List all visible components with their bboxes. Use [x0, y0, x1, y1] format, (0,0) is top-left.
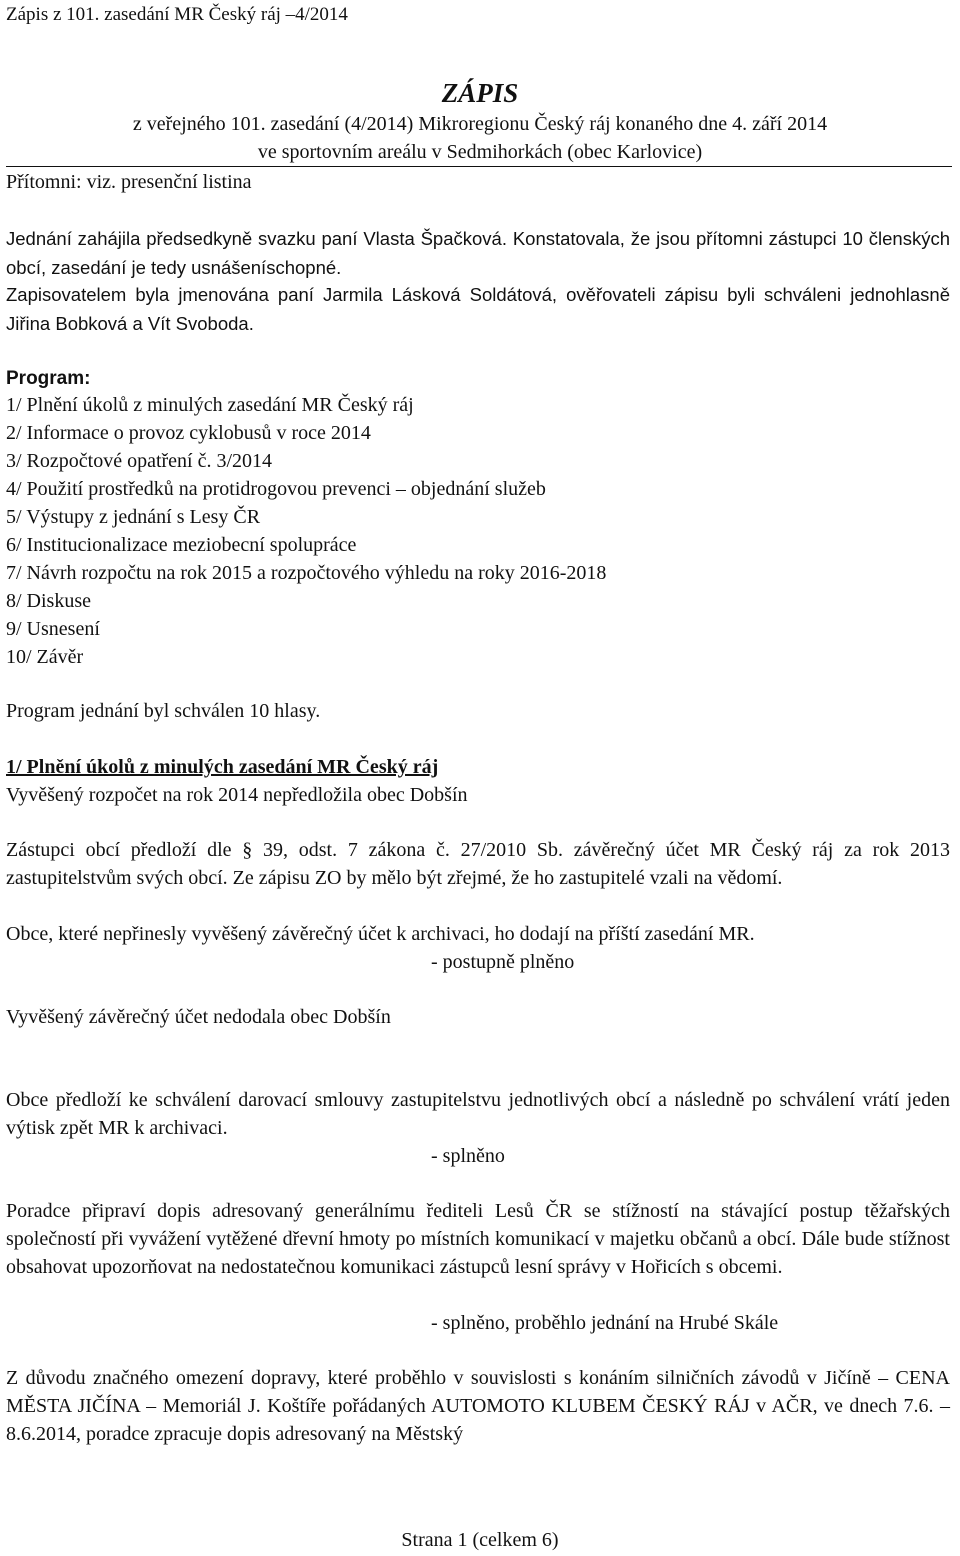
section-1-paragraph-2: Zástupci obcí předloží dle § 39, odst. 7 zákona č. 27/2010 Sb. závěrečný účet MR Český ráj za rok 2013 zastupitelstvům svých obcí. Ze zápisu ZO by mělo být zřejmé, že ho zastupitelé vzali na vědomí.: [6, 839, 950, 889]
title-divider: [6, 166, 952, 167]
program-approval: Program jednání byl schválen 10 hlasy.: [6, 700, 321, 722]
section-1-heading: 1/ Plnění úkolů z minulých zasedání MR Český ráj: [6, 756, 439, 778]
document-title: ZÁPIS: [441, 78, 519, 108]
program-list: [6, 391, 950, 671]
running-header: Zápis z 101. zasedání MR Český ráj –4/2014: [6, 4, 348, 25]
page-footer: Strana 1 (celkem 6): [401, 1529, 559, 1551]
section-1-paragraph-6: Poradce připraví dopis adresovaný generálnímu řediteli Lesů ČR se stížností na stávající postup těžařských společností při vyvážení vytěžené dřevní hmoty po místních komunikací v majetku občanů a obcí. Dále bude stížnost obsahovat upozorňovat na nedostatečnou komunikaci zástupců lesní správy v Hořicích s obcemi.: [6, 1200, 950, 1278]
program-item: 9/ Usnesení: [6, 618, 100, 640]
section-1-paragraph-5: Obce předloží ke schválení darovací smlouvy zastupitelstvu jednotlivých obcí a následně po schválení vrátí jeden výtisk zpět MR k archivaci.: [6, 1089, 950, 1139]
section-1-paragraph-1: Vyvěšený rozpočet na rok 2014 nepředložila obec Dobšín: [6, 784, 468, 806]
program-item: 6/ Institucionalizace meziobecní spolupráce: [6, 534, 357, 556]
attendance-line: Přítomni: viz. presenční listina: [6, 171, 252, 193]
program-heading: Program:: [6, 368, 91, 389]
document-subtitle-line2: ve sportovním areálu v Sedmihorkách (obec Karlovice): [257, 141, 703, 163]
program-item: 5/ Výstupy z jednání s Lesy ČR: [6, 506, 261, 528]
program-item: 3/ Rozpočtové opatření č. 3/2014: [6, 450, 273, 472]
intro-paragraph-1: Jednání zahájila předsedkyně svazku paní Vlasta Špačková. Konstatovala, že jsou přítomni zástupci 10 členských obcí, zasedání je tedy usnášeníschopné.: [6, 228, 950, 278]
intro-paragraph-2: Zapisovatelem byla jmenována paní Jarmila Lásková Soldátová, ověřovateli zápisu byli schváleni jednohlasně Jiřina Bobková a Vít Svoboda.: [6, 284, 950, 334]
program-item: 2/ Informace o provoz cyklobusů v roce 2014: [6, 422, 371, 444]
section-1-paragraph-7: Z důvodu značného omezení dopravy, které proběhlo v souvislosti s konáním silničních závodů v Jičíně – CENA MĚSTA JIČÍNA – Memoriál J. Koštíře pořádaných AUTOMOTO KLUBEM ČESKÝ RÁJ v AČR, ve dnech 7.6. – 8.6.2014, poradce zpracuje dopis adresovaný na Městský: [6, 1367, 950, 1445]
document-subtitle-line1: z veřejného 101. zasedání (4/2014) Mikroregionu Český ráj konaného dne 4. září 2014: [132, 113, 828, 135]
section-1-paragraph-4: Vyvěšený závěrečný účet nedodala obec Dobšín: [6, 1006, 391, 1028]
status-note-2: - splněno: [431, 1145, 505, 1167]
program-item: 4/ Použití prostředků na protidrogovou prevenci – objednání služeb: [6, 478, 546, 500]
section-1-paragraph-3: Obce, které nepřinesly vyvěšený závěrečný účet k archivaci, ho dodají na příští zasedání MR.: [6, 923, 755, 945]
program-item: 10/ Závěr: [6, 646, 84, 668]
program-item: 8/ Diskuse: [6, 590, 91, 612]
status-note-3: - splněno, proběhlo jednání na Hrubé Skále: [431, 1312, 779, 1334]
program-item: 1/ Plnění úkolů z minulých zasedání MR Český ráj: [6, 394, 414, 416]
status-note-1: - postupně plněno: [431, 951, 575, 973]
program-item: 7/ Návrh rozpočtu na rok 2015 a rozpočtového výhledu na roky 2016-2018: [6, 562, 607, 584]
